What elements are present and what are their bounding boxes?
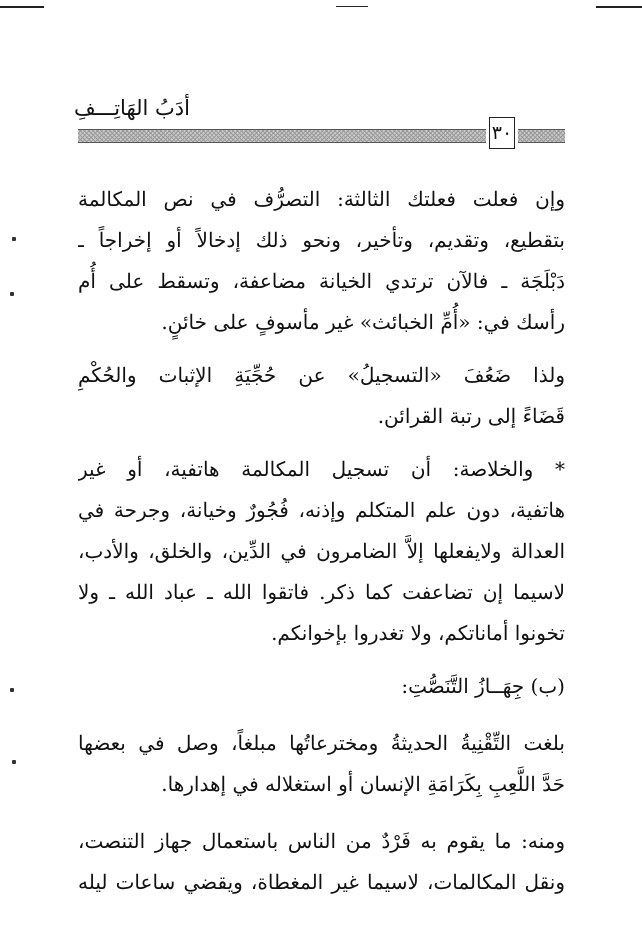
- paragraph-1: [78, 179, 565, 343]
- header-rule-band: [78, 129, 486, 143]
- text-line: * والخلاصة: أن تسجيل المكالمة هاتفية، أو غير: [78, 457, 565, 481]
- paragraph-2: [78, 355, 565, 437]
- page-body: [78, 179, 565, 903]
- scan-edge-right: [596, 6, 642, 8]
- text-line: قَضَاءً إلى رتبة القرائن.: [377, 404, 565, 428]
- paragraph-3: [78, 449, 565, 654]
- text-line: حَدَّ اللَّعِبِ بِكَرَامَةِ الإنسان أو استغلاله في إهدارها.: [161, 772, 565, 796]
- paragraph-5: [78, 821, 565, 903]
- text-line: ولذا ضَعُفَ «التسجيلُ» عن حُجِّيَةِ الإثبات والحُكْمِ: [78, 363, 565, 387]
- section-heading: (ب) جِهَــازُ التَّنَصُّتِ:: [401, 674, 565, 698]
- text-line: وإن فعلت فعلتك الثالثة: التصرُّف في نص المكالمة: [78, 187, 565, 211]
- scan-speck: [10, 292, 14, 296]
- text-line: هاتفية، دون علم المتكلم وإذنه، فُجُورٌ وخيانة، وجرحة في: [78, 498, 565, 522]
- page-number: ٣٠: [489, 117, 515, 149]
- text-line: بتقطيع، وتقديم، وتأخير، ونحو ذلك إدخالاً أو إخراجاً ـ: [78, 228, 565, 252]
- text-line: دَبْلَجَة ـ فالآن ترتدي الخيانة مضاعفة، وتسقط على أُم: [78, 269, 565, 293]
- text-line: رأسك في: «أُمِّ الخبائث» غير مأسوفٍ على خائنٍ.: [161, 310, 565, 334]
- running-title: أدَبُ الهَاتِـــفِ: [74, 96, 190, 120]
- header-rule-band-right: [518, 129, 565, 143]
- scan-edge-left: [0, 6, 44, 8]
- scan-speck: [10, 688, 14, 692]
- text-line: لاسيما إن تضاعفت كما ذكر. فاتقوا الله ـ عباد الله ـ ولا: [78, 580, 565, 604]
- scan-speck: [12, 237, 16, 241]
- scan-edge-middle: [336, 6, 368, 7]
- paragraph-4: [78, 723, 565, 805]
- text-line: ومنه: ما يقوم به فَرْدٌ من الناس باستعمال جهاز التنصت،: [78, 829, 565, 853]
- scan-speck: [12, 760, 16, 764]
- text-line: العدالة ولايفعلها إلاَّ الضامرون في الدِّين، والخلق، والأدب،: [78, 539, 565, 563]
- text-line: بلغت التِّقْنِيةُ الحديثةُ ومخترعاتُها مبلغاً، وصل في بعضها: [78, 731, 565, 755]
- text-line: تخونوا أماناتكم، ولا تغدروا بإخوانكم.: [271, 621, 565, 645]
- text-line: ونقل المكالمات، لاسيما غير المغطاة، ويقضي ساعات ليله: [78, 870, 565, 894]
